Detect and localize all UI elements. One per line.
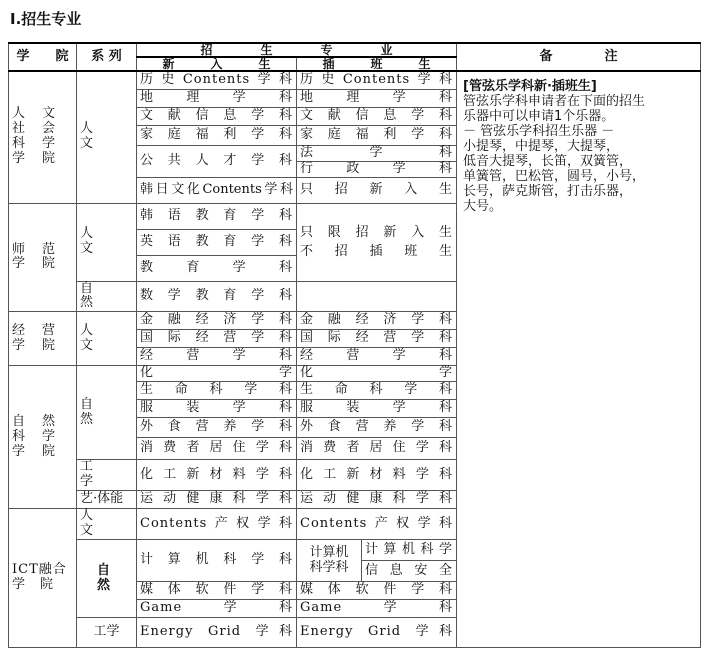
header-remark: 备 注 — [457, 43, 701, 71]
header-major: 招 生 专 业 — [137, 43, 457, 57]
major-transfer: 媒体软件学科 — [297, 582, 457, 600]
college-econ: 经 营 学 院 — [9, 312, 77, 366]
major-transfer-split — [297, 540, 457, 582]
major-new: 生命科学科 — [137, 382, 297, 400]
college-normal: 师 范 学 院 — [9, 203, 77, 312]
note-line: 长号，萨克斯管，打击乐器， — [463, 183, 633, 199]
major-transfer: 化学 — [297, 366, 457, 382]
header-new-entry: 新 入 生 — [137, 57, 297, 71]
major-transfer: 运动健康科学科 — [297, 491, 457, 509]
major-new: 历史Contents学科 — [137, 71, 297, 89]
series-renwen: 人 文 — [77, 509, 137, 540]
note-line: 小提琴，中提琴，大提琴， — [463, 138, 620, 154]
major-new: 金融经济学科 — [137, 312, 297, 330]
note-line: 管弦乐学科申请者在下面的招生 — [463, 93, 646, 109]
major-new: 外食营养学科 — [137, 418, 297, 438]
major-transfer: 国际经营学科 — [297, 330, 457, 348]
note-line: 乐器中可以申请1个乐器。 — [463, 108, 615, 124]
major-transfer: 家庭福利学科 — [297, 125, 457, 145]
major-new: 韩日文化Contents学科 — [137, 177, 297, 203]
major-new: Contents产权学科 — [137, 509, 297, 540]
major-transfer: 行政学科 — [297, 161, 457, 177]
major-new: Energy Grid 学科 — [137, 618, 297, 648]
note-line: 低音大提琴，长笛，双簧管， — [463, 153, 633, 169]
note-line: － 管弦乐学科招生乐器 － — [463, 123, 615, 139]
college-science: 自 然 科 学 学 院 — [9, 366, 77, 509]
majors-table — [8, 42, 701, 648]
major-transfer: 服装学科 — [297, 400, 457, 418]
major-transfer: 化工新材料学科 — [297, 460, 457, 491]
major-new: 数学教育学科 — [137, 281, 297, 312]
major-transfer-group: 计算机 科学科 — [297, 540, 362, 581]
major-transfer: 计算机科学 — [362, 540, 457, 561]
college-ict: ICT融合 学 院 — [9, 509, 77, 648]
major-new: 化学 — [137, 366, 297, 382]
section-title: Ⅰ.招生专业 — [10, 10, 82, 28]
note-title: [管弦乐学科新·插班生] — [463, 79, 597, 94]
note-line: 单簧管，巴松管，圆号，小号， — [463, 168, 646, 184]
note-line: 大号。 — [463, 198, 503, 214]
major-transfer: 生命科学科 — [297, 382, 457, 400]
empty-cell — [297, 281, 457, 312]
major-transfer: Contents产权学科 — [297, 509, 457, 540]
major-transfer: 金融经济学科 — [297, 312, 457, 330]
major-new: 消费者居住学科 — [137, 438, 297, 460]
major-transfer: 只限招新入生 不招插班生 — [297, 203, 457, 281]
major-new: 运动健康科学科 — [137, 491, 297, 509]
major-transfer: 地理学科 — [297, 89, 457, 107]
major-new: 计算机科学科 — [137, 540, 297, 582]
college-humanities: 人 文 社 会 科 学 学 院 — [9, 71, 77, 203]
major-new: 经营学科 — [137, 348, 297, 366]
major-transfer: 历史Contents学科 — [297, 71, 457, 89]
major-new: 家庭福利学科 — [137, 125, 297, 145]
major-new: 地理学科 — [137, 89, 297, 107]
major-transfer: 只招新入生 — [297, 177, 457, 203]
major-transfer: 外食营养学科 — [297, 418, 457, 438]
major-new: 国际经营学科 — [137, 330, 297, 348]
series-gongxue: 工学 — [77, 618, 137, 648]
major-new: 公共人才学科 — [137, 145, 297, 177]
header-college: 学 院 — [9, 43, 77, 71]
series-renwen: 人 文 — [77, 312, 137, 366]
major-new: Game学科 — [137, 600, 297, 618]
major-new: 服装学科 — [137, 400, 297, 418]
major-new: 英语教育学科 — [137, 229, 297, 255]
series-ziran: 自 然 — [77, 540, 137, 618]
header-transfer: 插 班 生 — [297, 57, 457, 71]
series-renwen: 人 文 — [77, 203, 137, 281]
series-ziran: 自 然 — [77, 366, 137, 460]
major-transfer: 文献信息学科 — [297, 107, 457, 125]
major-transfer: 法学科 — [297, 145, 457, 161]
header-series: 系 列 — [77, 43, 137, 71]
major-new: 文献信息学科 — [137, 107, 297, 125]
major-transfer: Game学科 — [297, 600, 457, 618]
major-transfer: Energy Grid 学科 — [297, 618, 457, 648]
series-ziran: 自 然 — [77, 281, 137, 312]
major-new: 化工新材料学科 — [137, 460, 297, 491]
series-yiti: 艺·体能 — [77, 491, 137, 509]
major-transfer: 经营学科 — [297, 348, 457, 366]
major-transfer: 消费者居住学科 — [297, 438, 457, 460]
series-renwen: 人 文 — [77, 71, 137, 203]
major-new: 媒体软件学科 — [137, 582, 297, 600]
series-gongxue: 工 学 — [77, 460, 137, 491]
major-transfer: 信息安全 — [362, 561, 457, 582]
remark-note — [457, 71, 701, 648]
major-new: 教育学科 — [137, 255, 297, 281]
major-new: 韩语教育学科 — [137, 203, 297, 229]
